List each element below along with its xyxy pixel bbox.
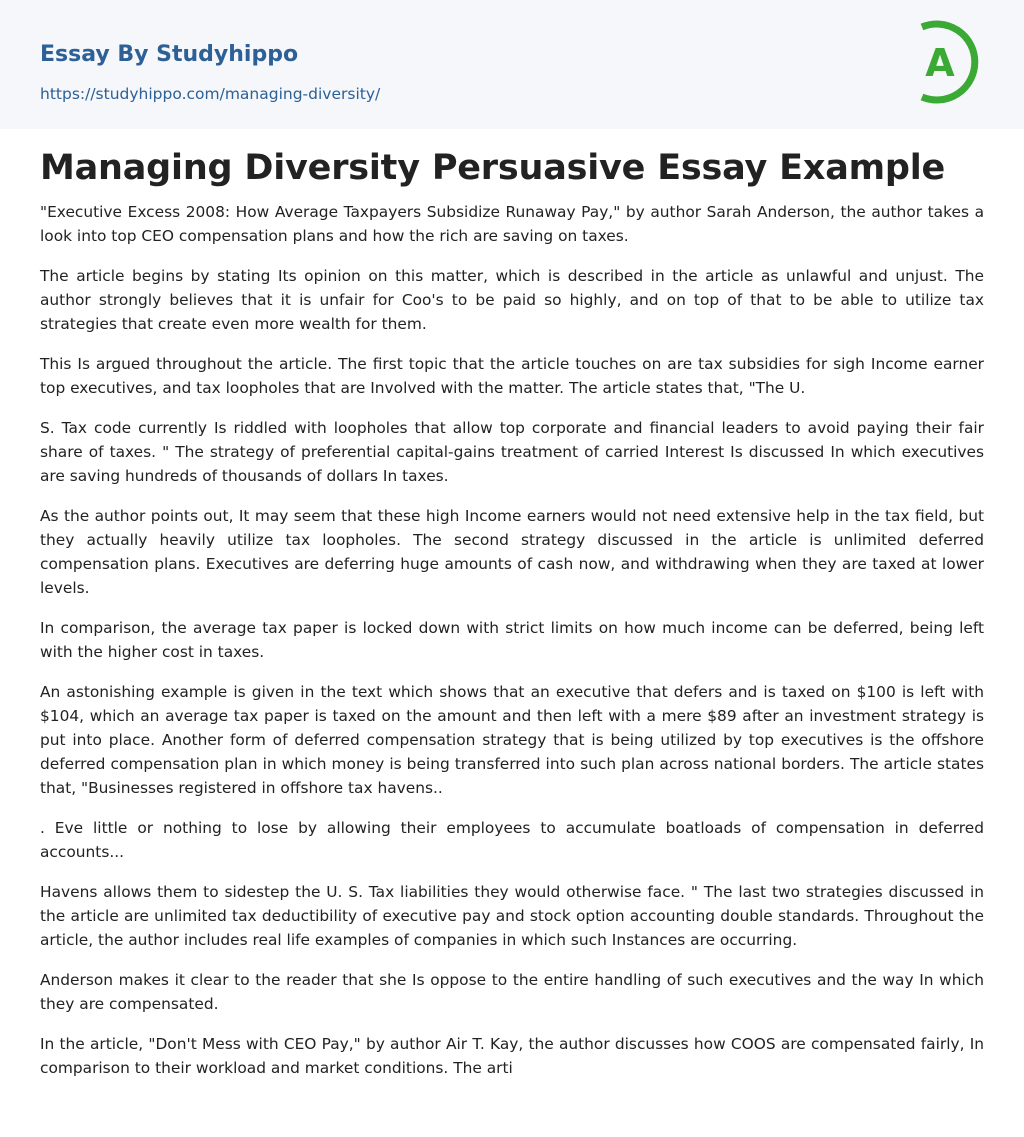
essay-paragraph: This Is argued throughout the article. The first topic that the article touches on are tax subsidies for sigh Income earner top executives, and tax loopholes that are Involved with the matter. The article states that, "The U. [40,355,984,397]
site-title[interactable]: Essay By Studyhippo [40,42,299,67]
logo-letter: A [925,41,955,85]
essay-body [40,200,984,1096]
essay-paragraph: S. Tax code currently Is riddled with loopholes that allow top corporate and financial leaders to avoid paying their fair share of taxes. " The strategy of preferential capital-gains treatment of carried Interest Is discussed In which executives are saving hundreds of thousands of dollars In taxes. [40,419,984,485]
essay-paragraph: "Executive Excess 2008: How Average Taxpayers Subsidize Runaway Pay," by author Sarah Anderson, the author takes a look into top CEO compensation plans and how the rich are saving on taxes. [40,203,984,245]
essay-paragraph: Anderson makes it clear to the reader that she Is oppose to the entire handling of such executives and the way In which they are compensated. [40,971,984,1013]
site-header [0,0,1024,129]
essay-paragraph: The article begins by stating Its opinion on this matter, which is described in the article as unlawful and unjust. The author strongly believes that it is unfair for Coo's to be paid so highly, and on top of that to be able to utilize tax strategies that create even more wealth for them. [40,267,984,333]
source-url-link[interactable]: https://studyhippo.com/managing-diversity/ [40,85,381,103]
essay-paragraph: In the article, "Don't Mess with CEO Pay," by author Air T. Kay, the author discusses how COOS are compensated fairly, In comparison to their workload and market conditions. The arti [40,1035,984,1077]
studyhippo-logo-icon[interactable] [912,19,986,105]
page-title: Managing Diversity Persuasive Essay Example [40,148,946,188]
essay-paragraph: . Eve little or nothing to lose by allowing their employees to accumulate boatloads of compensation in deferred accounts... [40,819,984,861]
essay-paragraph: As the author points out, It may seem that these high Income earners would not need extensive help in the tax field, but they actually heavily utilize tax loopholes. The second strategy discussed in the article is unlimited deferred compensation plans. Executives are deferring huge amounts of cash now, and withdrawing when they are taxed at lower levels. [40,507,984,597]
essay-paragraph: An astonishing example is given in the text which shows that an executive that defers and is taxed on $100 is left with $104, which an average tax paper is taxed on the amount and then left with a mere $89 after an investment strategy is put into place. Another form of deferred compensation strategy that is being utilized by top executives is the offshore deferred compensation plan in which money is being transferred into such plan across national borders. The article states that, "Businesses registered in offshore tax havens.. [40,683,984,797]
essay-paragraph: In comparison, the average tax paper is locked down with strict limits on how much income can be deferred, being left with the higher cost in taxes. [40,619,984,661]
essay-paragraph: Havens allows them to sidestep the U. S. Tax liabilities they would otherwise face. " The last two strategies discussed in the article are unlimited tax deductibility of executive pay and stock option accounting double standards. Throughout the article, the author includes real life examples of companies in which such Instances are occurring. [40,883,984,949]
